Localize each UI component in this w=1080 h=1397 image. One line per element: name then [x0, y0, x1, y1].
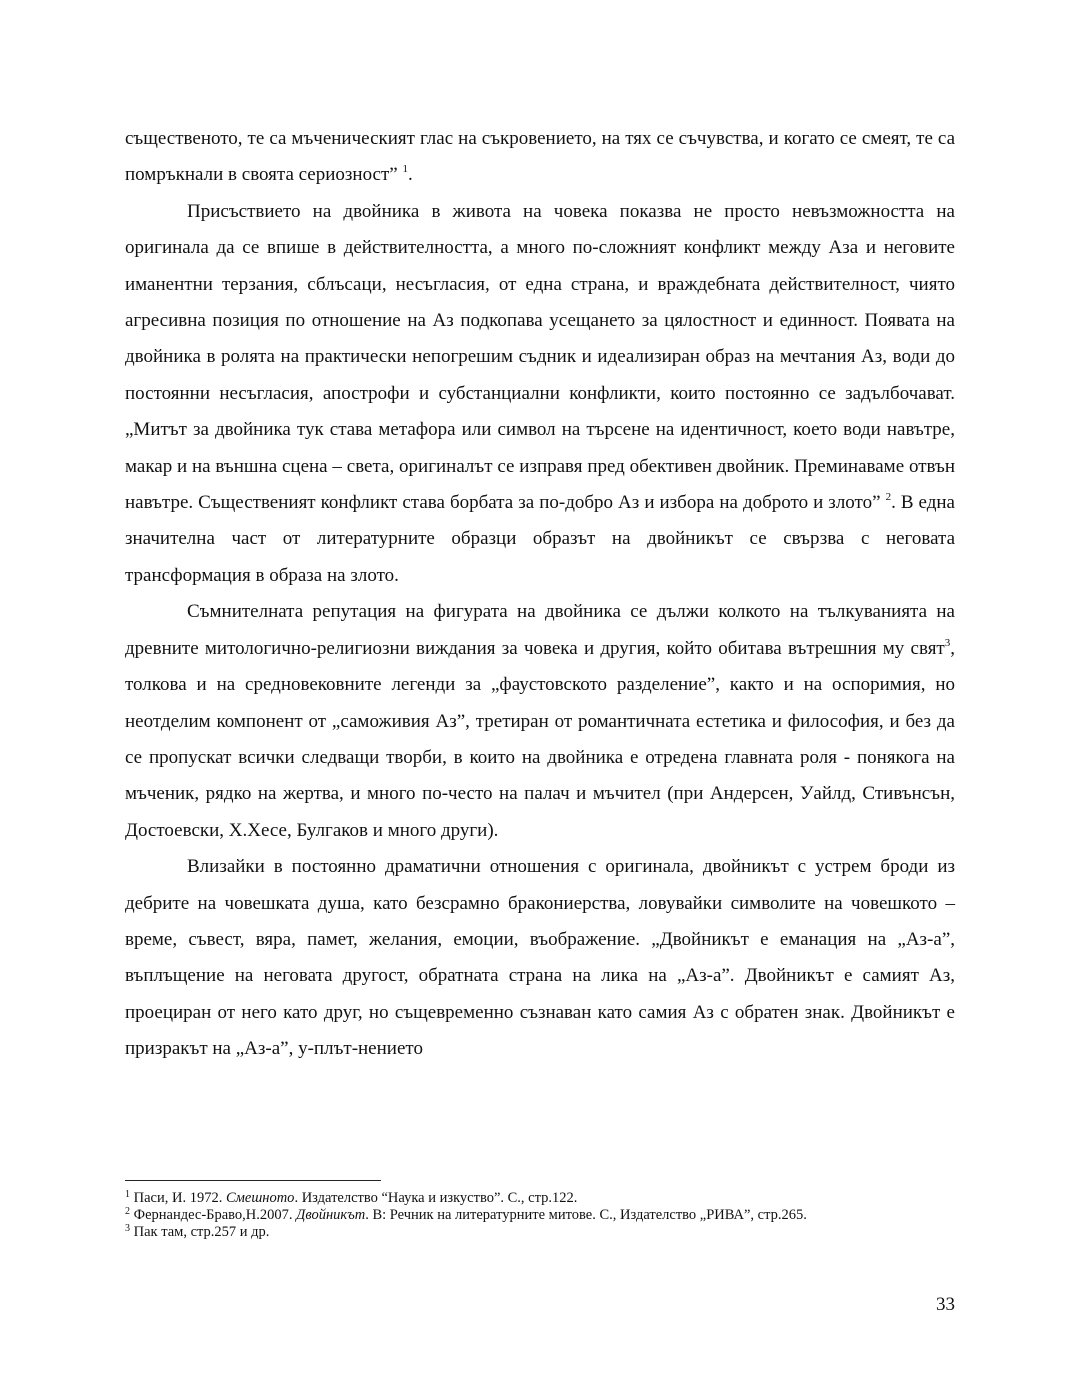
text-run: . Издателство “Наука и изкуство”. С., стр.122.	[294, 1190, 578, 1206]
italic-title: Смешното	[225, 1190, 295, 1206]
body-text	[125, 121, 955, 1068]
text-run: . В една значителна част от литературните образци образът на двойникът се свързва с неговата трансформация в образа на злото.	[125, 492, 955, 586]
italic-title: Двойникът	[296, 1207, 366, 1223]
paragraph	[125, 194, 955, 594]
footnote-reference: 1	[402, 163, 408, 176]
text-run: Влизайки в постоянно драматични отношения с оригинала, двойникът с устрем броди из дебрите на човешката душа, като безсрамно бракониерства, ловувайки символите на човешкото – време, съвест, вяра, памет, желания, емоции, въображение. „Двойникът е еманация на „Аз-а”, въплъщение на неговата другост, обратната страна на лика на „Аз-а”. Двойникът е самият Аз, проециран от него като друг, но същевременно съзнаван като самия Аз с обратен знак. Двойникът е призракът на „Аз-а”, у-плът-нението	[125, 856, 955, 1060]
footnote-number: 1	[125, 1189, 130, 1200]
paragraph	[125, 594, 955, 849]
footnote-separator	[125, 1180, 381, 1181]
footnote	[125, 1190, 955, 1207]
footnote-number: 3	[125, 1223, 130, 1234]
text-run: Пак там, стр.257 и др.	[130, 1224, 270, 1240]
text-run: . В: Речник на литературните митове. С., Издателство „РИВА”, стр.265.	[365, 1207, 807, 1223]
footnote-reference: 3	[944, 636, 951, 649]
text-run: Фернандес-Браво,Н.2007.	[130, 1207, 297, 1223]
text-run: , толкова и на средновековните легенди за „фаустовското разделение”, както и на оспоримия, но неотделим компонент от „саможивия Аз”, третиран от романтичната естетика и философия, и без да се пропускат всички следващи творби, в които на двойника е отредена главната роля - понякога на мъченик, рядко на жертва, и много по-често на палач и мъчител (при Андерсен, Уайлд, Стивънсън, Достоевски, Х.Хесе, Булгаков и много други).	[125, 637, 955, 841]
footnote	[125, 1207, 955, 1224]
footnote-reference: 2	[885, 490, 892, 503]
page-number: 33	[936, 1294, 955, 1315]
text-run: .	[407, 164, 413, 186]
paragraph	[125, 849, 955, 1067]
paragraph	[125, 121, 955, 194]
footnote-number: 2	[125, 1206, 130, 1217]
text-run: Присъствието на двойника в живота на човека показва не просто невъзможността на оригинала да се впише в действителността, а много по-сложният конфликт между Аза и неговите иманентни терзания, сблъсаци, несъгласия, от една страна, и враждебната действителност, чиято агресивна позиция по отношение на Аз подкопава усещането за цялостност и единност. Появата на двойника в ролята на практически непогрешим съдник и идеализиран образ на мечтания Аз, води до постоянни несъгласия, апострофи и субстанциални конфликти, които постоянно се задълбочават. „Митът за двойника тук става метафора или символ на търсене на идентичност, което води навътре, макар и на външна сцена – света, оригиналът се изправя пред обективен двойник. Преминаваме отвън навътре. Същественият конфликт става борбата за по-добро Аз и избора на доброто и злото”	[125, 200, 955, 514]
text-run: Съмнителната репутация на фигурата на двойника се дължи колкото на тълкуванията на древните митологично-религиозни виждания за човека и другия, който обитава вътрешния му свят	[125, 601, 955, 659]
text-run: Паси, И. 1972.	[130, 1190, 226, 1206]
footnote	[125, 1224, 955, 1241]
text-run: същественото, те са мъченическият глас на съкровението, на тях се съчувства, и когато се смеят, те са помръкнали в своята сериозност”	[125, 128, 955, 186]
footnotes	[125, 1190, 955, 1241]
